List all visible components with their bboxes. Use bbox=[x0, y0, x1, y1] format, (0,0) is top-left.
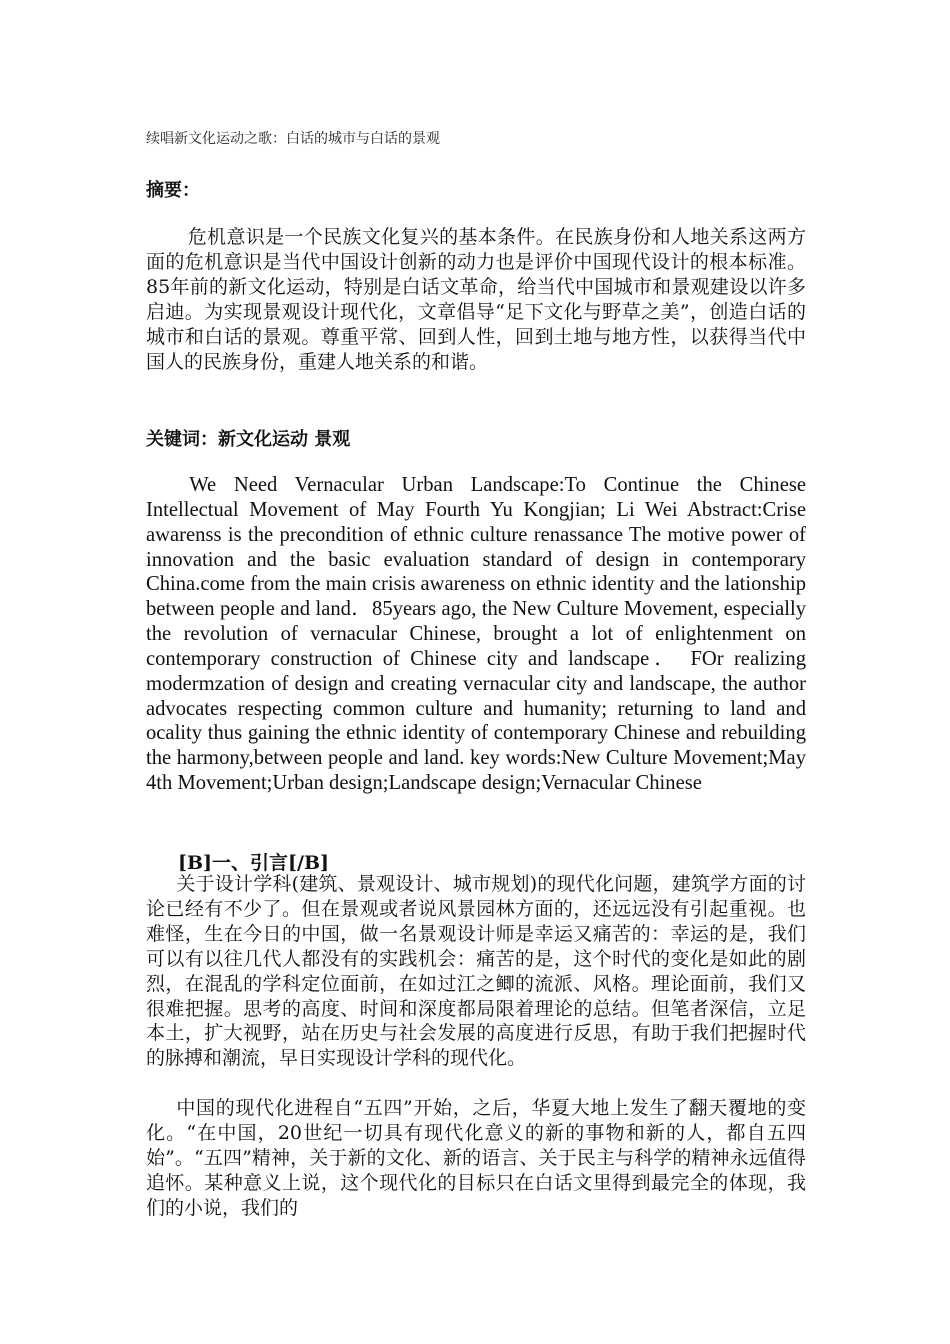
abstract-paragraph: 危机意识是一个民族文化复兴的基本条件。在民族身份和人地关系这两方面的危机意识是当代中国设计创新的动力也是评价中国现代设计的根本标准。85年前的新文化运动，特别是白话文革命，给当代中国城市和景观建设以许多启迪。为实现景观设计现代化，文章倡导“足下文化与野草之美”，创造白话的城市和白话的景观。尊重平常、回到人性，回到土地与地方性，以获得当代中国人的民族身份，重建人地关系的和谐。 bbox=[146, 226, 806, 373]
introduction-paragraph-2: 中国的现代化进程自“五四”开始，之后，华夏大地上发生了翻天覆地的变化。“在中国，20世纪一切具有现代化意义的新的事物和新的人，都自五四始”。“五四”精神，关于新的文化、新的语言、关于民主与科学的精神永远值得追怀。某种意义上说，这个现代化的目标只在白话文里得到最完全的体现，我们的小说，我们的 bbox=[146, 1097, 806, 1219]
section-heading-introduction: [B]一、引言[/B] bbox=[178, 852, 330, 874]
keywords-heading: 关键词：新文化运动 景观 bbox=[146, 429, 351, 450]
running-title: 续唱新文化运动之歌：白话的城市与白话的景观 bbox=[146, 131, 440, 147]
english-abstract-paragraph: We Need Vernacular Urban Landscape:To Continue the Chinese Intellectual Movement of May Fourth Yu Kongjian; Li Wei Abstract:Crise awarenss is the precondition of ethnic culture renassance The motive power of innovation and the basic evaluation standard of design in contemporary China.come from the main crisis awareness on ethnic identity and the lationship between people and land．85years ago, the New Culture Movement, especially the revolution of vernacular Chinese, brought a lot of enlightenment on contemporary construction of Chinese city and landscape． FOr realizing modermzation of design and creating vernacular city and landscape, the author advocates respecting common culture and humanity; returning to land and ocality thus gaining the ethnic identity of contemporary Chinese and rebuilding the harmony,between people and land. key words:New Culture Movement;May 4th Movement;Urban design;Landscape design;Vernacular Chinese bbox=[146, 474, 806, 795]
abstract-heading: 摘要： bbox=[146, 180, 200, 201]
introduction-paragraph-1: 关于设计学科(建筑、景观设计、城市规划)的现代化问题，建筑学方面的讨论已经有不少了。但在景观或者说风景园林方面的，还远远没有引起重视。也难怪，生在今日的中国，做一名景观设计师是幸运又痛苦的：幸运的是，我们可以有以往几代人都没有的实践机会：痛苦的是，这个时代的变化是如此的剧烈，在混乱的学科定位面前，在如过江之鲫的流派、风格。理论面前，我们又很难把握。思考的高度、时间和深度都局限着理论的总结。但笔者深信，立足本土，扩大视野，站在历史与社会发展的高度进行反思，有助于我们把握时代的脉搏和潮流，早日实现设计学科的现代化。 bbox=[146, 873, 806, 1070]
